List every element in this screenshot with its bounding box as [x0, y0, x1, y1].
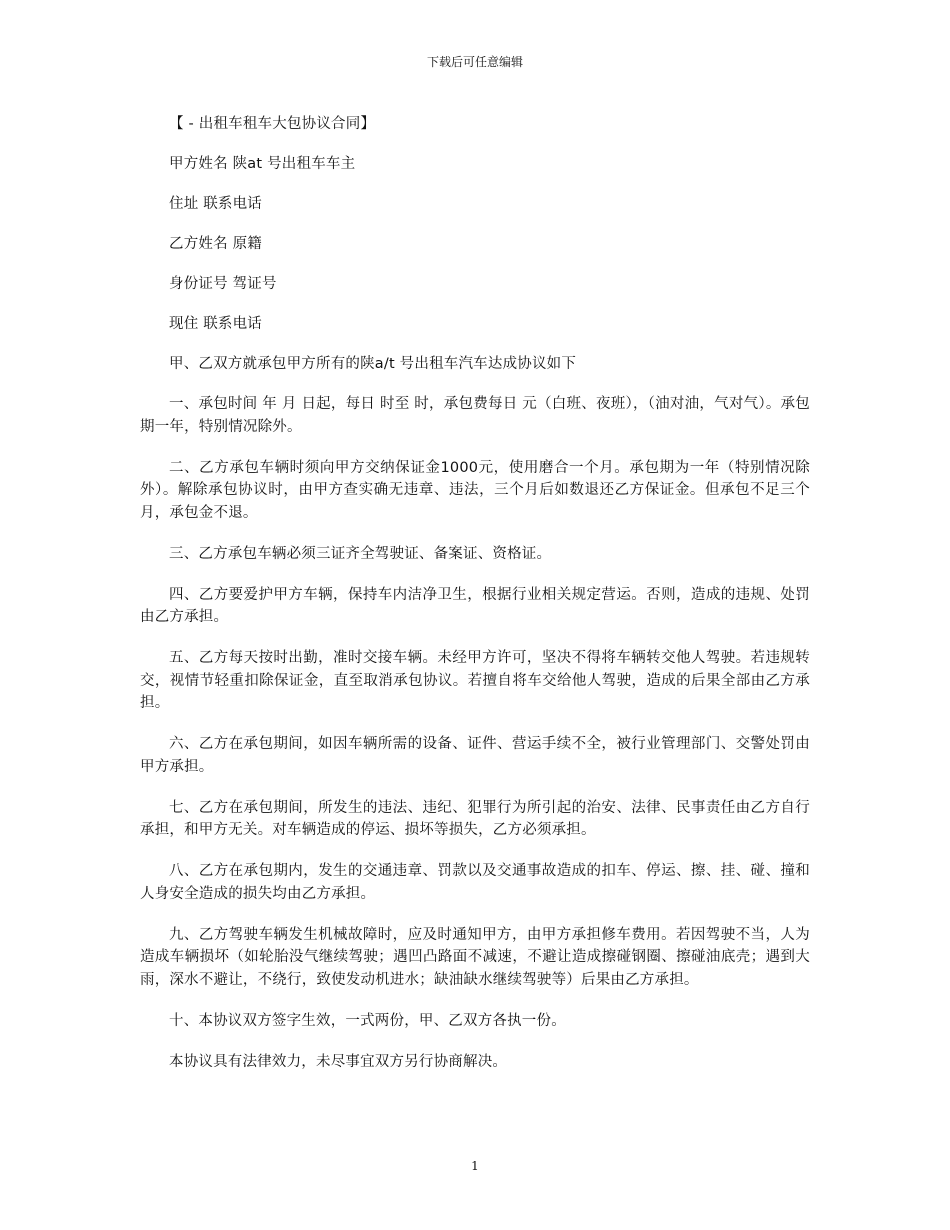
closing-statement: 本协议具有法律效力，未尽事宜双方另行协商解决。: [169, 1053, 508, 1070]
clause-7: 七、乙方在承包期间，所发生的违法、违纪、犯罪行为所引起的治安、法律、民事责任由乙方自行承担，和甲方无关。对车辆造成的停运、损坏等损失，乙方必须承担。: [140, 799, 810, 838]
clause-2: 二、乙方承包车辆时须向甲方交纳保证金1000元，使用磨合一个月。承包期为一年（特别情况除外）。解除承包协议时，由甲方查实确无违章、违法，三个月后如数退还乙方保证金。但承包不足三个月，承包金不退。: [140, 459, 810, 521]
clause-8: 八、乙方在承包期内，发生的交通违章、罚款以及交通事故造成的扣车、停运、擦、挂、碰、撞和人身安全造成的损失均由乙方承担。: [140, 863, 810, 902]
page-header-note: 下载后可任意编辑: [426, 55, 523, 69]
clause-5: 五、乙方每天按时出勤，准时交接车辆。未经甲方许可，坚决不得将车辆转交他人驾驶。若违规转交，视情节轻重扣除保证金，直至取消承包协议。若擅自将车交给他人驾驶，造成的后果全部由乙方承担。: [140, 650, 810, 711]
agreement-intro: 甲、乙双方就承包甲方所有的陕a/t 号出租车汽车达成协议如下: [169, 356, 577, 372]
clause-10: 十、本协议双方签字生效，一式两份，甲、乙双方各执一份。: [169, 1012, 566, 1029]
clause-1: 一、承包时间 年 月 日起，每日 时至 时，承包费每日 元（白班、夜班），（油对油，气对气）。承包期一年，特别情况除外。: [140, 396, 810, 435]
party-a-name-line: 甲方姓名 陕at 号出租车车主: [169, 156, 356, 172]
clause-6: 六、乙方在承包期间，如因车辆所需的设备、证件、营运手续不全，被行业管理部门、交警处罚由甲方承担。: [140, 736, 810, 775]
clause-4: 四、乙方要爱护甲方车辆，保持车内洁净卫生，根据行业相关规定营运。否则，造成的违规、处罚由乙方承担。: [140, 586, 810, 625]
clause-9: 九、乙方驾驶车辆发生机械故障时，应及时通知甲方，由甲方承担修车费用。若因驾驶不当，人为造成车辆损坏（如轮胎没气继续驾驶；遇凹凸路面不减速，不避让造成擦碰钢圈、擦碰油底壳；遇到大雨，深水不避让，不绕行，致使发动机进水；缺油缺水继续驾驶等）后果由乙方承担。: [140, 926, 810, 988]
party-b-residence-line: 现住 联系电话: [169, 316, 263, 332]
party-b-name-line: 乙方姓名 原籍: [169, 236, 263, 252]
party-b-id-line: 身份证号 驾证号: [169, 276, 277, 292]
clause-3: 三、乙方承包车辆必须三证齐全驾驶证、备案证、资格证。: [169, 545, 552, 562]
page-number: 1: [471, 1159, 479, 1173]
party-a-address-line: 住址 联系电话: [169, 196, 263, 212]
contract-title: 【 - 出租车租车大包协议合同】: [169, 116, 376, 132]
document-body: [140, 113, 810, 1092]
